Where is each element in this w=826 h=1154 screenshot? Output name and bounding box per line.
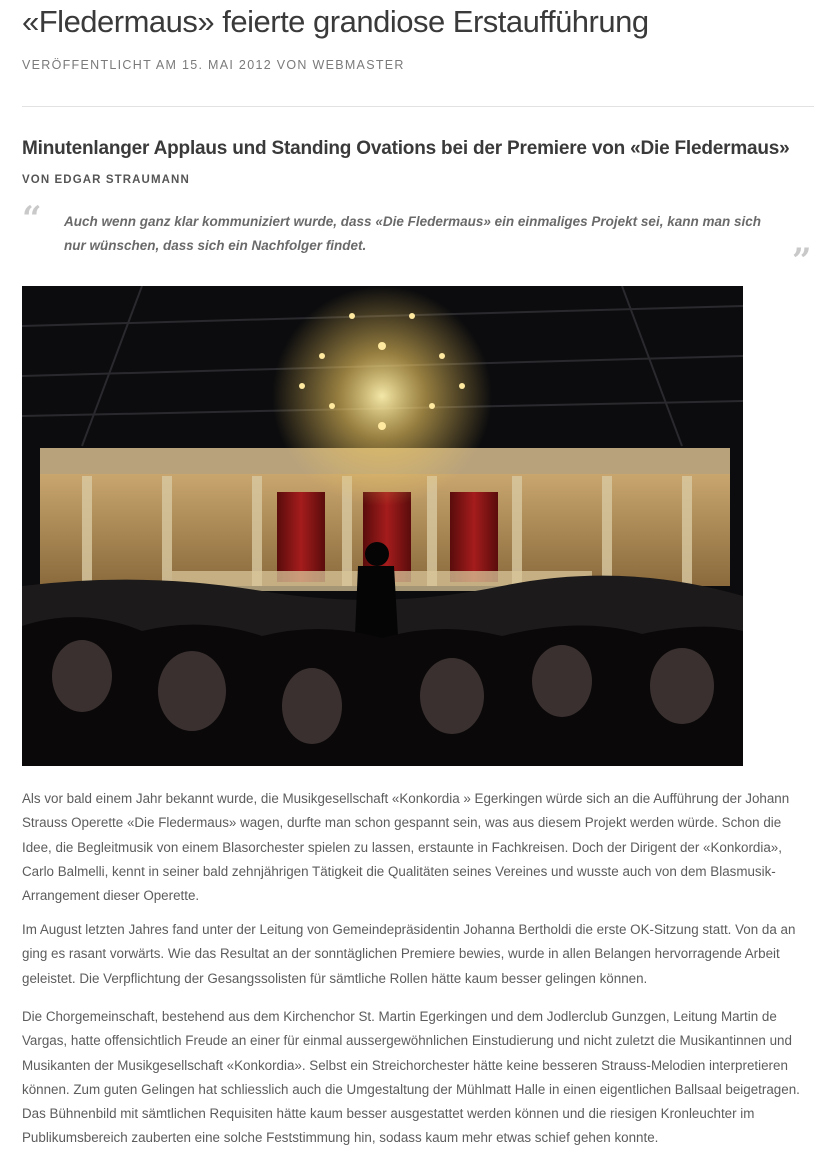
paragraph-2: Im August letzten Jahres fand unter der Leitung von Gemeindepräsidentin Johanna Bertholdi die erste OK-Sitzung statt. Von da an ging es rasant vorwärts. Wie das Resultat an der sonntäglichen Premiere bewies, wurde in allen Belangen hervorragende Arbeit geleistet. Die Verpflichtung der Gesangssolisten für sämtliche Rollen hätte kaum besser gelingen können.: [22, 922, 796, 986]
article-subtitle: Minutenlanger Applaus und Standing Ovations bei der Premiere von «Die Fledermaus»: [22, 138, 790, 159]
article-author: VON EDGAR STRAUMANN: [22, 174, 190, 186]
open-quote-icon: “: [22, 199, 42, 239]
paragraph-1: Als vor bald einem Jahr bekannt wurde, die Musikgesellschaft «Konkordia » Egerkingen würde sich an die Aufführung der Johann Strauss Operette «Die Fledermaus» wagen, durfte man schon gespannt sein, was aus diesem Projekt werden würde. Schon die Idee, die Begleitmusik von einem Blasorchester spielen zu lassen, erstaunte in Fachkreisen. Doch der Dirigent der «Konkordia», Carlo Balmelli, kennt in seiner bald zehnjährigen Tätigkeit die Qualitäten seines Vereines und wusste auch von dem Blasmusik-Arrangement dieser Operette.: [22, 791, 790, 904]
concert-photo: [22, 286, 743, 766]
close-quote-icon: ”: [792, 241, 812, 281]
divider: [22, 106, 814, 107]
article-meta: VERÖFFENTLICHT AM 15. MAI 2012 VON WEBMASTER: [22, 58, 405, 72]
article-title: «Fledermaus» feierte grandiose Erstaufführung: [22, 4, 649, 39]
pull-quote: Auch wenn ganz klar kommuniziert wurde, dass «Die Fledermaus» ein einmaliges Projekt sei, kann man sich nur wünschen, dass sich ein Nachfolger findet.: [64, 214, 761, 253]
paragraph-3: Die Chorgemeinschaft, bestehend aus dem Kirchenchor St. Martin Egerkingen und dem Jodlerclub Gunzgen, Leitung Martin de Vargas, hatte offensichtlich Freude an einer für einmal aussergewöhnlichen Einstudierung und nicht zuletzt die Musikantinnen und Musikanten der Musikgesellschaft «Konkordia». Selbst ein Streichorchester hätte keine besseren Strauss-Melodien interpretieren können. Zum guten Gelingen hat schliesslich auch die Umgestaltung der Mühlmatt Halle in einen eigentlichen Ballsaal beigetragen. Das Bühnenbild mit sämtlichen Requisiten hätte kaum besser ausgestattet werden können und die riesigen Kronleuchter im Publikumsbereich zauberten eine solche Feststimmung hin, sodass kaum mehr etwas schief gehen konnte.: [22, 1009, 800, 1146]
